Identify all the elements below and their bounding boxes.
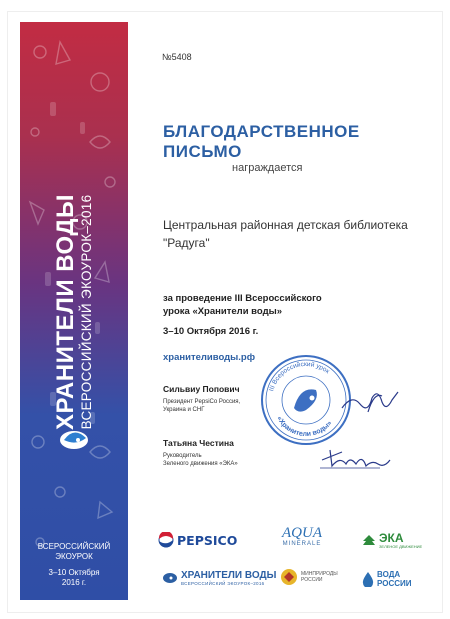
- event-dates: 3–10 Октября 2016 г.: [163, 326, 259, 337]
- awarded-text: награждается: [232, 162, 303, 174]
- band-event-info: [20, 542, 128, 588]
- band-title-sub: ВСЕРОССИЙСКИЙ ЭКОУРОК–2016: [79, 194, 94, 430]
- reason-line: урока «Хранители воды»: [163, 306, 282, 317]
- drop-icon: [294, 389, 317, 411]
- signature-chestina: [320, 440, 400, 474]
- signatory-position: [163, 452, 238, 468]
- signatory-name: Сильвиу Попович: [163, 384, 240, 394]
- hraniteli-vody-logo: [162, 570, 276, 586]
- document-title: [163, 122, 360, 162]
- band-title-main: ХРАНИТЕЛИ ВОДЫ: [52, 194, 79, 430]
- recipient-line: Центральная районная детская библиотека: [163, 218, 408, 232]
- drop-emblem-icon: [162, 572, 178, 584]
- eka-subtext: ЗЕЛЕНОЕ ДВИЖЕНИЕ: [379, 544, 423, 549]
- position-line: Президент PepsiCo Россия,: [163, 399, 241, 405]
- water-drop-icon: [362, 571, 374, 587]
- minprirody-logo: [280, 568, 338, 586]
- band-date-line: 2016 г.: [61, 578, 87, 587]
- position-line: Руководитель: [163, 453, 202, 459]
- eka-logo: [362, 532, 422, 549]
- minerale-text: MINERALE: [282, 541, 322, 547]
- drop-emblem-icon: [60, 431, 88, 449]
- hraniteli-subtext: ВСЕРОССИЙСКИЙ ЭКОУРОК–2016: [181, 581, 265, 586]
- band-event-line: ВСЕРОССИЙСКИЙ: [37, 542, 111, 551]
- band-date-line: 3–10 Октября: [48, 568, 100, 577]
- website-link[interactable]: хранителиводы.рф: [163, 352, 256, 363]
- band-event-line: ЭКОУРОК: [55, 552, 93, 561]
- signatory-position: [163, 398, 240, 414]
- aqua-minerale-logo: [282, 526, 322, 547]
- reason-line: за проведение III Всероссийского: [163, 293, 322, 304]
- seal-text-bottom: «Хранители воды»: [275, 415, 334, 439]
- pepsi-globe-icon: [158, 532, 174, 548]
- title-line: ПИСЬМО: [163, 142, 242, 161]
- tree-icon: [362, 534, 376, 548]
- title-line: БЛАГОДАРСТВЕННОЕ: [163, 122, 360, 141]
- eka-text: ЭКА: [379, 531, 404, 545]
- award-reason: [163, 292, 322, 318]
- voda-text: ВОДА: [377, 570, 401, 579]
- seal-text-top: III Всероссийский урок: [268, 360, 331, 393]
- hraniteli-text: ХРАНИТЕЛИ ВОДЫ: [181, 570, 277, 581]
- signatory-name: Татьяна Честина: [163, 438, 234, 448]
- decorative-band: [20, 22, 128, 600]
- emblem-icon: [280, 568, 298, 586]
- minprirody-text: МИНПРИРОДЫ: [301, 571, 338, 577]
- document-number: №5408: [162, 52, 192, 62]
- band-title: [53, 194, 95, 430]
- svg-text:«Хранители воды»: [275, 415, 333, 438]
- pepsico-logo: [158, 532, 237, 548]
- signature-popovich: [338, 382, 408, 422]
- position-line: Зеленого движения «ЭКА»: [163, 461, 238, 467]
- position-line: Украина и СНГ: [163, 407, 205, 413]
- recipient: [163, 216, 408, 252]
- voda-rossii-logo: [362, 570, 412, 588]
- minprirody-text: РОССИИ: [301, 577, 323, 583]
- recipient-line: "Радуга": [163, 236, 210, 250]
- rossii-text: РОССИИ: [377, 579, 412, 588]
- pepsico-text: PEPSICO: [177, 532, 238, 548]
- aqua-text: AQUA: [282, 525, 322, 541]
